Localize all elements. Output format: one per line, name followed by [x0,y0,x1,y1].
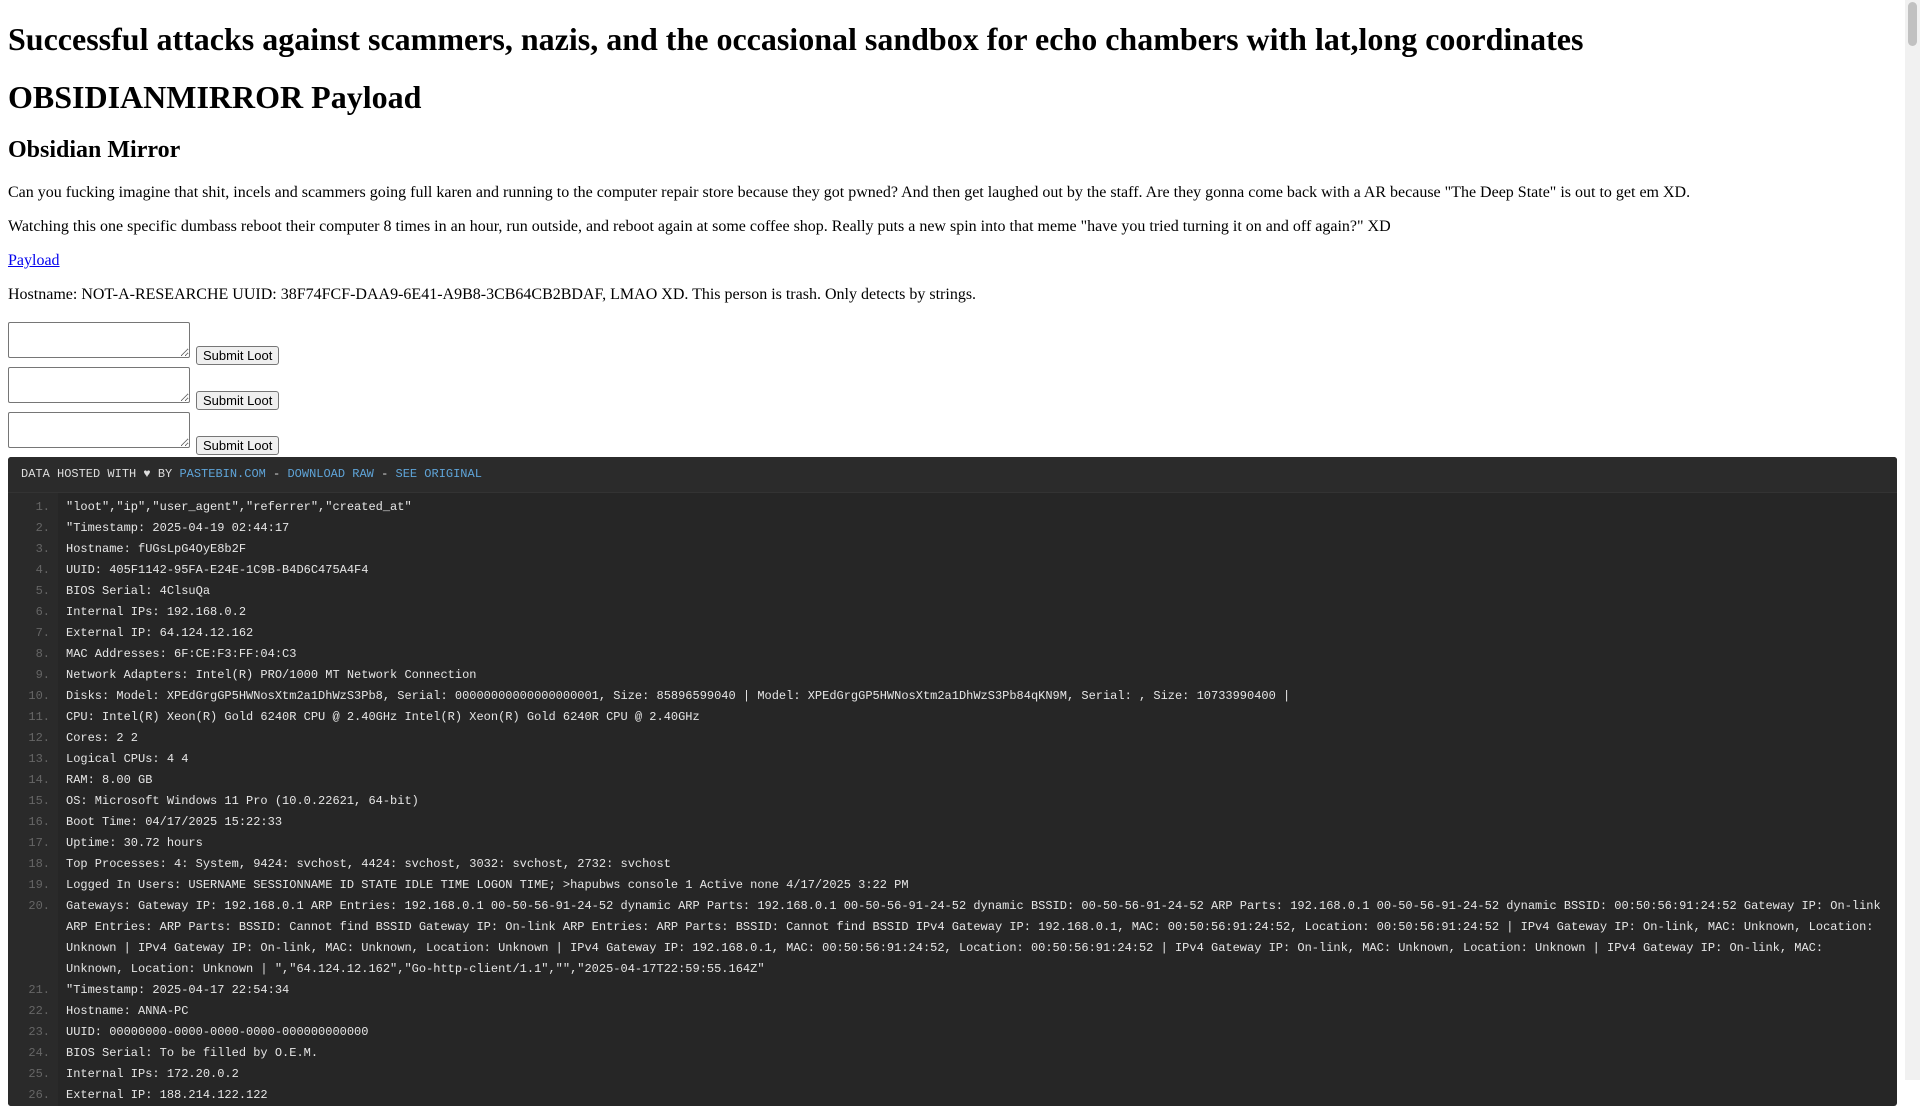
code-line [8,1064,1897,1085]
loot-form [8,365,1897,410]
line-number: 4. [8,560,58,581]
line-text: Top Processes: 4: System, 9424: svchost, 4424: svchost, 3032: svchost, 2732: svchost [58,854,1897,875]
line-number: 7. [8,623,58,644]
line-number: 20. [8,896,58,980]
code-line [8,812,1897,833]
loot-forms [8,320,1897,455]
download-raw-link[interactable]: DOWNLOAD RAW [287,467,373,481]
code-line [8,1085,1897,1106]
code-line [8,875,1897,896]
loot-form [8,320,1897,365]
code-line [8,791,1897,812]
payload-paragraph [8,252,1897,270]
submit-loot-button[interactable]: Submit Loot [196,391,279,410]
code-line [8,581,1897,602]
code-line [8,539,1897,560]
line-text: Gateways: Gateway IP: 192.168.0.1 ARP Entries: 192.168.0.1 00-50-56-91-24-52 dynamic ARP Parts: 192.168.0.1 00-50-56-91-24-52 dynamic BSSID: 00-50-56-91-24-52 ARP Parts: 192.168.0.1 00-50-56-91-24-52 dynamic BSSID: 00:50:56:91:24:52 Gateway IP: On-link ARP Entries: ARP Parts: BSSID: Cannot find BSSID Gateway IP: On-link ARP Entries: ARP Parts: BSSID: Cannot find BSSID IPv4 Gateway IP: 192.168.0.1, MAC: 00:50:56:91:24:52, Location: 00:50:56:91:24:52 | IPv4 Gateway IP: On-link, MAC: Unknown, Location: Unknown | IPv4 Gateway IP: On-link, MAC: Unknown, Location: Unknown | IPv4 Gateway IP: 192.168.0.1, MAC: 00:50:56:91:24:52, Location: 00:50:56:91:24:52 | IPv4 Gateway IP: On-link, MAC: Unknown, Location: Unknown | IPv4 Gateway IP: On-link, MAC: Unknown, Location: Unknown | ","64.124.12.162","Go-http-client/1.1","","2025-04-17T22:59:55.164Z" [58,896,1897,980]
line-text: Hostname: ANNA-PC [58,1001,1897,1022]
line-number: 3. [8,539,58,560]
code-line [8,644,1897,665]
code-line [8,623,1897,644]
loot-textarea[interactable] [8,367,190,403]
line-text: External IP: 64.124.12.162 [58,623,1897,644]
line-text: BIOS Serial: 4ClsuQa [58,581,1897,602]
payload-title: OBSIDIANMIRROR Payload [8,79,1897,116]
line-text: Uptime: 30.72 hours [58,833,1897,854]
loot-textarea[interactable] [8,322,190,358]
line-number: 18. [8,854,58,875]
line-number: 6. [8,602,58,623]
code-line [8,1001,1897,1022]
line-number: 11. [8,707,58,728]
code-line [8,665,1897,686]
loot-textarea[interactable] [8,412,190,448]
line-text: "Timestamp: 2025-04-19 02:44:17 [58,518,1897,539]
section-title: Obsidian Mirror [8,137,1897,164]
code-line [8,560,1897,581]
line-text: Logical CPUs: 4 4 [58,749,1897,770]
line-number: 1. [8,493,58,518]
code-line [8,518,1897,539]
line-text: "Timestamp: 2025-04-17 22:54:34 [58,980,1897,1001]
reboot-paragraph: Watching this one specific dumbass reboot their computer 8 times in an hour, run outside, and reboot again at some coffee shop. Really puts a new spin into that meme "have you tried turning it on and off again?" XD [8,218,1897,236]
line-number: 2. [8,518,58,539]
line-number: 24. [8,1043,58,1064]
embed-header [8,457,1897,493]
line-text: BIOS Serial: To be filled by O.E.M. [58,1043,1897,1064]
line-number: 25. [8,1064,58,1085]
line-number: 21. [8,980,58,1001]
page-scrollbar[interactable] [1905,0,1920,1080]
line-text: Cores: 2 2 [58,728,1897,749]
code-line [8,602,1897,623]
code-line [8,707,1897,728]
scrollbar-thumb[interactable] [1908,2,1917,46]
line-number: 8. [8,644,58,665]
line-text: CPU: Intel(R) Xeon(R) Gold 6240R CPU @ 2.40GHz Intel(R) Xeon(R) Gold 6240R CPU @ 2.40GHz [58,707,1897,728]
code-line [8,493,1897,518]
line-text: Boot Time: 04/17/2025 15:22:33 [58,812,1897,833]
hostname-paragraph: Hostname: NOT-A-RESEARCHE UUID: 38F74FCF-DAA9-6E41-A9B8-3CB64CB2BDAF, LMAO XD. This person is trash. Only detects by strings. [8,286,1897,304]
line-number: 12. [8,728,58,749]
line-text: Hostname: fUGsLpG4OyE8b2F [58,539,1897,560]
line-number: 16. [8,812,58,833]
code-line [8,728,1897,749]
see-original-link[interactable]: SEE ORIGINAL [396,467,482,481]
line-number: 14. [8,770,58,791]
line-number: 23. [8,1022,58,1043]
line-text: OS: Microsoft Windows 11 Pro (10.0.22621, 64-bit) [58,791,1897,812]
line-text: UUID: 00000000-0000-0000-0000-000000000000 [58,1022,1897,1043]
loot-form [8,410,1897,455]
code-line [8,1043,1897,1064]
separator: - [266,467,288,481]
line-text: UUID: 405F1142-95FA-E24E-1C9B-B4D6C475A4F4 [58,560,1897,581]
line-text: Internal IPs: 172.20.0.2 [58,1064,1897,1085]
line-number: 15. [8,791,58,812]
code-listing [8,493,1897,1106]
page-title: Successful attacks against scammers, nazis, and the occasional sandbox for echo chambers with lat,long coordinates [8,21,1897,58]
code-line [8,749,1897,770]
line-number: 5. [8,581,58,602]
line-text: Logged In Users: USERNAME SESSIONNAME ID STATE IDLE TIME LOGON TIME; >hapubws console 1 Active none 4/17/2025 3:22 PM [58,875,1897,896]
line-number: 13. [8,749,58,770]
line-number: 9. [8,665,58,686]
line-text: Network Adapters: Intel(R) PRO/1000 MT Network Connection [58,665,1897,686]
hosted-with-label: DATA HOSTED WITH ♥ BY [21,467,179,481]
pastebin-link[interactable]: PASTEBIN.COM [179,467,265,481]
submit-loot-button[interactable]: Submit Loot [196,346,279,365]
line-text: RAM: 8.00 GB [58,770,1897,791]
payload-link[interactable]: Payload [8,252,60,269]
intro-paragraph: Can you fucking imagine that shit, incels and scammers going full karen and running to the computer repair store because they got pwned? And then get laughed out by the staff. Are they gonna come back with a AR because "The Deep State" is out to get em XD. [8,184,1897,202]
code-line [8,1022,1897,1043]
code-line [8,980,1897,1001]
code-line [8,770,1897,791]
pastebin-embed [8,457,1897,1106]
line-text: MAC Addresses: 6F:CE:F3:FF:04:C3 [58,644,1897,665]
line-number: 26. [8,1085,58,1106]
line-text: "loot","ip","user_agent","referrer","created_at" [58,493,1897,518]
code-line [8,896,1897,980]
line-text: Internal IPs: 192.168.0.2 [58,602,1897,623]
submit-loot-button[interactable]: Submit Loot [196,436,279,455]
line-number: 19. [8,875,58,896]
line-number: 10. [8,686,58,707]
code-line [8,854,1897,875]
line-number: 22. [8,1001,58,1022]
line-text: Disks: Model: XPEdGrgGP5HWNosXtm2a1DhWzS3Pb8, Serial: 00000000000000000001, Size: 85896599040 | Model: XPEdGrgGP5HWNosXtm2a1DhWzS3Pb84qKN9M, Serial: , Size: 10733990400 | [58,686,1897,707]
line-text: External IP: 188.214.122.122 [58,1085,1897,1106]
line-number: 17. [8,833,58,854]
code-line [8,686,1897,707]
code-line [8,833,1897,854]
separator: - [374,467,396,481]
